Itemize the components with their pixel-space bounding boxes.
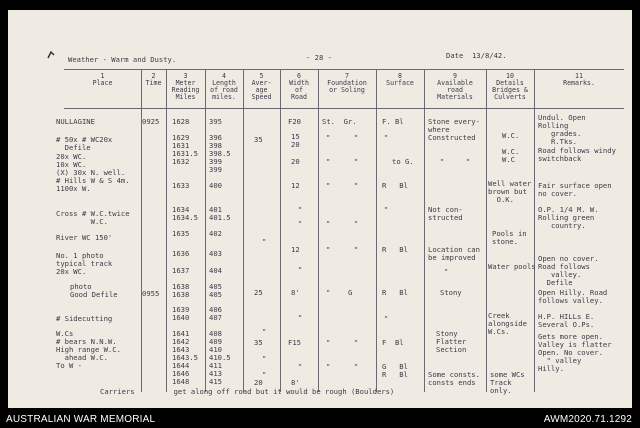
col-num-7: 7 [345, 72, 349, 80]
meter-entry: 1636 [172, 249, 190, 258]
width-entry: 8' [291, 378, 300, 387]
ditto-mark: " [354, 338, 359, 347]
width-entry: F15 [288, 338, 301, 347]
ditto-mark: " [326, 219, 331, 228]
col-header-surface: Surface [386, 79, 414, 87]
surface-entry: R Bl [382, 181, 408, 190]
ditto-mark: " [326, 181, 331, 190]
remarks-entry: H.P. HILLs E. Several O.Ps. [538, 312, 595, 329]
ditto-mark: " [384, 314, 389, 323]
bridges-entry: Water pools [488, 262, 536, 271]
place-entry: W.Cs # bears N.N.W. High range W.C. ahead W.C. To W - [56, 329, 121, 370]
meter-entry: 1639 1640 [172, 305, 190, 322]
materials-entry: Stony Flatter Section [436, 329, 467, 354]
ditto-mark: " [354, 362, 359, 371]
ditto-mark: " [262, 354, 267, 363]
meter-entry: 1641 1642 1643 1643.5 1644 1646 1648 [172, 329, 198, 386]
length-entry: 396 398 398.5 399 399 [209, 133, 231, 174]
materials-entry: Some consts. consts ends [428, 370, 480, 387]
col-header-time: Time [145, 79, 162, 87]
ditto-mark: " [384, 205, 389, 214]
materials-entry: Not con- structed [428, 205, 463, 222]
ditto-mark: " [326, 338, 331, 347]
speed-entry: 20 [254, 378, 263, 387]
col-num-9: 9 [453, 72, 457, 80]
col-header-speed: Aver- age Speed [251, 79, 272, 101]
col-num-1: 1 [100, 72, 105, 80]
surface-entry: R Bl [382, 245, 408, 254]
col-divider [280, 70, 281, 392]
col-num-11: 11 [575, 72, 583, 80]
speed-entry: 35 [254, 135, 263, 144]
footer-institution: AUSTRALIAN WAR MEMORIAL [6, 414, 156, 425]
col-divider [424, 70, 425, 392]
place-entry: NULLAGINE [56, 117, 95, 126]
ditto-mark: " [444, 267, 449, 276]
meter-entry: 1633 [172, 181, 190, 190]
ditto-mark: " [298, 205, 303, 214]
col-num-10: 10 [506, 72, 514, 80]
col-num-5: 5 [259, 72, 264, 80]
bridges-entry: Creek alongside W.Cs. [488, 311, 527, 336]
ditto-mark: " [298, 313, 303, 322]
ditto-mark: " [262, 237, 267, 246]
meter-entry: 1635 [172, 229, 190, 238]
ditto-mark: " [354, 181, 359, 190]
place-entry: # Sidecutting [56, 314, 113, 323]
ditto-mark: " [384, 133, 389, 142]
ditto-mark: " [354, 219, 359, 228]
length-entry: 400 [209, 181, 222, 190]
length-entry: 401 401.5 [209, 205, 231, 222]
bridges-entry: W.C. [502, 131, 520, 140]
col-header-meter: Meter Reading Miles [171, 79, 200, 101]
length-entry: 395 [209, 117, 222, 126]
ditto-mark: " [354, 133, 359, 142]
col-num-8: 8 [398, 72, 402, 80]
materials-entry: Location can be improved [428, 245, 480, 262]
table-header-rule [64, 108, 624, 109]
place-entry: No. 1 photo typical track 20x WC. [56, 251, 113, 276]
col-divider [486, 70, 487, 392]
archive-footer [0, 410, 640, 428]
col-header-place: Place [92, 79, 113, 87]
ditto-mark: " [440, 157, 445, 166]
remarks-entry: Gets more open. Valley is flatter Open. No cover. " valley Hilly. [538, 332, 612, 373]
col-divider [243, 70, 244, 392]
ditto-mark: " [298, 219, 303, 228]
page-number: - 28 - [306, 53, 332, 62]
place-entry: River WC 150' [56, 233, 113, 242]
remarks-entry: O.P. 1/4 M. W. Rolling green country. [538, 205, 599, 230]
speed-entry: 35 [254, 338, 263, 347]
foundation-entry: St. Gr. [322, 117, 357, 126]
bridges-entry: some WCs Track only. [490, 370, 525, 395]
col-divider [318, 70, 319, 392]
surface-entry: to G. [392, 157, 414, 166]
col-divider [166, 70, 167, 392]
meter-entry: 1629 1631 1631.5 1632 [172, 133, 198, 166]
ditto-mark: " [326, 157, 331, 166]
ditto-mark: " [354, 157, 359, 166]
place-entry: # 50x # WC20x Defile [56, 135, 113, 152]
length-entry: 402 [209, 229, 222, 238]
surface-entry: F. Bl [382, 117, 404, 126]
width-entry: 12 [291, 181, 300, 190]
report-date: Date 13/8/42. [446, 51, 507, 60]
length-entry: 406 407 [209, 305, 222, 322]
remarks-entry: Open no cover. Road follows valley. Defile [538, 254, 599, 287]
materials-entry: Stone every- where Constructed [428, 117, 480, 142]
pen-mark-icon [46, 50, 56, 60]
meter-entry: 1637 [172, 266, 190, 275]
bottom-note: Carriers get along off road but it would be rough (Boulders) [100, 387, 395, 396]
surface-entry: R Bl [382, 288, 408, 297]
place-entry: photo Good Defile [70, 282, 118, 299]
col-num-4: 4 [222, 72, 226, 80]
meter-entry: 1634 1634.5 [172, 205, 198, 222]
col-divider [205, 70, 206, 392]
length-entry: 405 405 [209, 282, 222, 299]
remarks-entry: Undul. Open Rolling grades. R.Tks. [538, 113, 586, 146]
speed-entry: 25 [254, 288, 263, 297]
materials-entry: Stony [440, 288, 462, 297]
remarks-entry: Fair surface open no cover. [538, 181, 612, 198]
table-top-rule [64, 69, 624, 70]
ditto-mark: " [326, 288, 331, 297]
col-divider [376, 70, 377, 392]
width-entry: 15 20 [291, 132, 300, 149]
width-entry: 12 [291, 245, 300, 254]
remarks-entry: Road follows windy switchback [538, 146, 616, 163]
ditto-mark: " [262, 370, 267, 379]
col-num-6: 6 [297, 72, 301, 80]
col-num-2: 2 [151, 72, 156, 80]
ditto-mark: " [354, 245, 359, 254]
document-page [8, 10, 632, 408]
col-header-remarks: Remarks. [563, 79, 595, 87]
surface-entry: F Bl [382, 338, 404, 347]
length-entry: 408 409 410 410.5 411 413 415 [209, 329, 231, 386]
col-header-materials: Available road Materials [437, 79, 473, 101]
col-header-bridges: Details Bridges & Culverts [492, 79, 528, 101]
col-header-width: Width of Road [289, 79, 309, 101]
col-header-foundation: Foundation or Soling [327, 79, 367, 94]
foundation-entry: G [348, 288, 353, 297]
width-entry: F20 [288, 117, 301, 126]
ditto-mark: " [262, 327, 267, 336]
length-entry: 403 [209, 249, 222, 258]
ditto-mark: " [326, 133, 331, 142]
width-entry: 8' [291, 288, 300, 297]
ditto-mark: " [326, 362, 331, 371]
surface-entry: G Bl R Bl [382, 362, 408, 379]
meter-entry: 1628 [172, 117, 190, 126]
col-divider [534, 70, 535, 392]
footer-reference: AWM2020.71.1292 [543, 414, 632, 425]
ditto-mark: " [298, 362, 303, 371]
ditto-mark: " [466, 157, 471, 166]
time-entry: 0925 [142, 117, 160, 126]
meter-entry: 1638 1638 [172, 282, 190, 299]
bridges-entry: W.C. W.C [502, 147, 520, 164]
width-entry: 20 [291, 157, 300, 166]
col-header-length: Length of road miles. [210, 79, 238, 101]
weather-note: Weather - Warm and Dusty. [68, 55, 177, 64]
remarks-entry: Open Hilly. Road follows valley. [538, 288, 608, 305]
time-entry: 0955 [142, 289, 160, 298]
length-entry: 404 [209, 266, 222, 275]
col-num-3: 3 [183, 72, 188, 80]
ditto-mark: " [326, 245, 331, 254]
place-entry: Cross # W.C.twice W.C. [56, 209, 130, 226]
ditto-mark: " [298, 265, 303, 274]
bridges-entry: Pools in stone. [492, 229, 527, 246]
bridges-entry: Well water brown but O.K. [488, 179, 532, 204]
place-entry: 20x WC. 10x WC. (X) 30x N. well. # Hills W & S 4m. 1100x W. [56, 152, 130, 193]
